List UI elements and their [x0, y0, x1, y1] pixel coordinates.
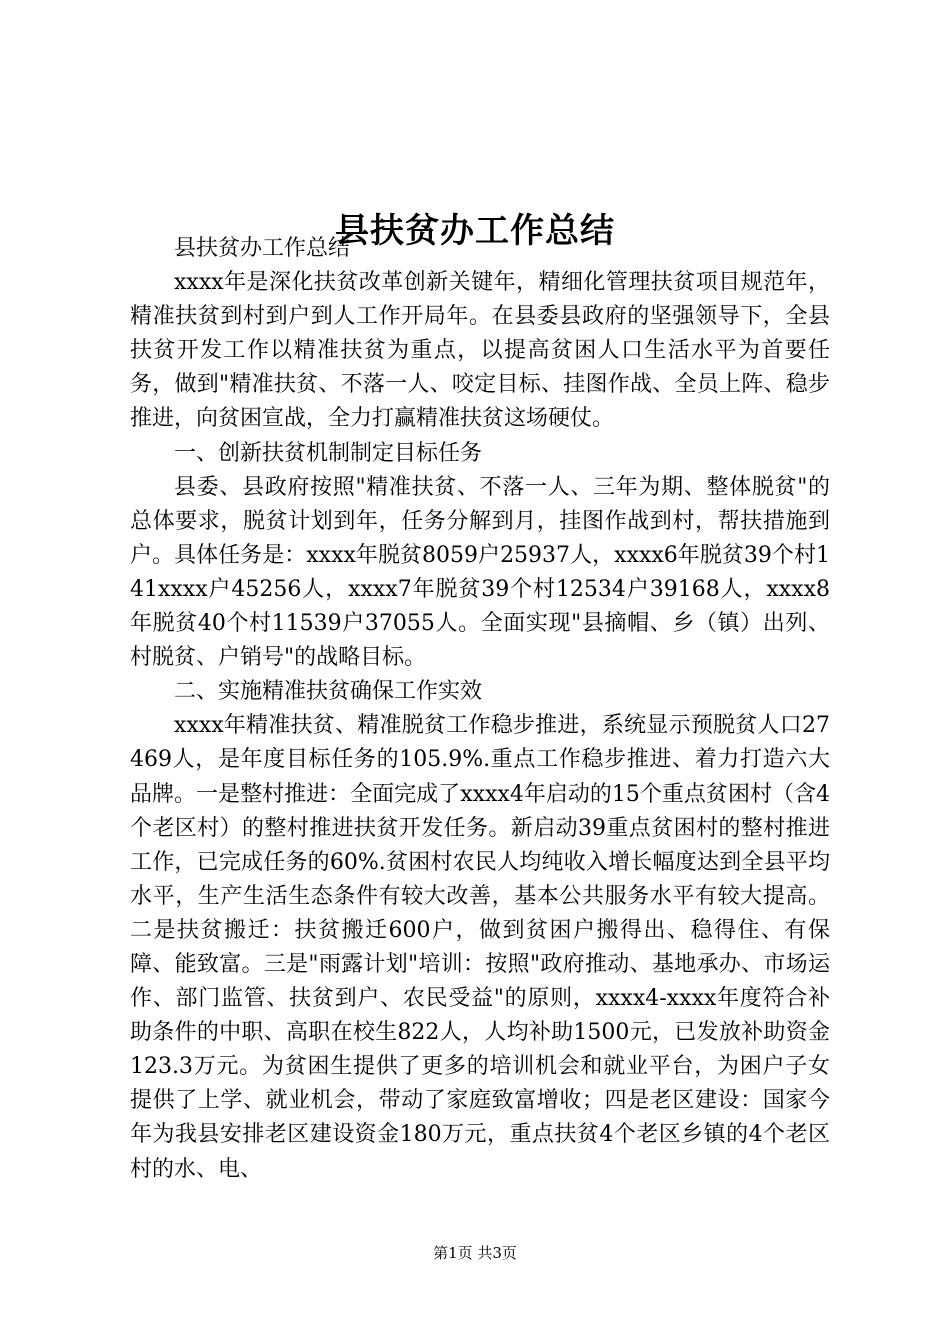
paragraph-section-1: 县委、县政府按照"精准扶贫、不落一人、三年为期、整体脱贫"的总体要求，脱贫计划到年，任务分解到月，挂图作战到村，帮扶措施到户。具体任务是：xxxx年脱贫8059户25937人，xxxx6年脱贫39个村141xxxx户45256人，xxxx7年脱贫39个村12534户39168人，xxxx8年脱贫40个村11539户37055人。全面实现"县摘帽、乡（镇）出列、村脱贫、户销号"的战略目标。: [130, 474, 830, 671]
paragraph-intro: xxxx年是深化扶贫改革创新关键年，精细化管理扶贫项目规范年，精准扶贫到村到户到人工作开局年。在县委县政府的坚强领导下，全县扶贫开发工作以精准扶贫为重点，以提高贫困人口生活水平为首要任务，做到"精准扶贫、不落一人、咬定目标、挂图作战、全员上阵、稳步推进，向贫困宣战，全力打赢精准扶贫这场硬仗。: [130, 270, 830, 432]
section-heading-2: 二、实施精准扶贫确保工作实效: [174, 679, 483, 705]
paragraph-subtitle: 县扶贫办工作总结: [174, 236, 351, 261]
paragraph-section-2: xxxx年精准扶贫、精准脱贫工作稳步推进，系统显示预脱贫人口27469人，是年度目标任务的105.9%.重点工作稳步推进、着力打造六大品牌。一是整村推进：全面完成了xxxx4年启动的15个重点贫困村（含4个老区村）的整村推进扶贫开发任务。新启动39重点贫困村的整村推进工作，已完成任务的60%.贫困村农民人均纯收入增长幅度达到全县平均水平，生产生活生态条件有较大改善，基本公共服务水平有较大提高。二是扶贫搬迁：扶贫搬迁600户，做到贫困户搬得出、稳得住、有保障、能致富。三是"雨露计划"培训：按照"政府推动、基地承办、市场运作、部门监管、扶贫到户、农民受益"的原则，xxxx4-xxxx年度符合补助条件的中职、高职在校生822人，人均补助1500元，已发放补助资金123.3万元。为贫困生提供了更多的培训机会和就业平台，为困户子女提供了上学、就业机会，带动了家庭致富增收；四是老区建设：国家今年为我县安排老区建设资金180万元，重点扶贫4个老区乡镇的4个老区村的水、电、: [130, 713, 830, 1182]
section-heading-1: 一、创新扶贫机制制定目标任务: [174, 440, 483, 466]
page-footer: 第1页 共3页: [433, 1244, 517, 1262]
document-title: 县扶贫办工作总结: [335, 210, 615, 251]
document-body: [130, 232, 830, 1187]
